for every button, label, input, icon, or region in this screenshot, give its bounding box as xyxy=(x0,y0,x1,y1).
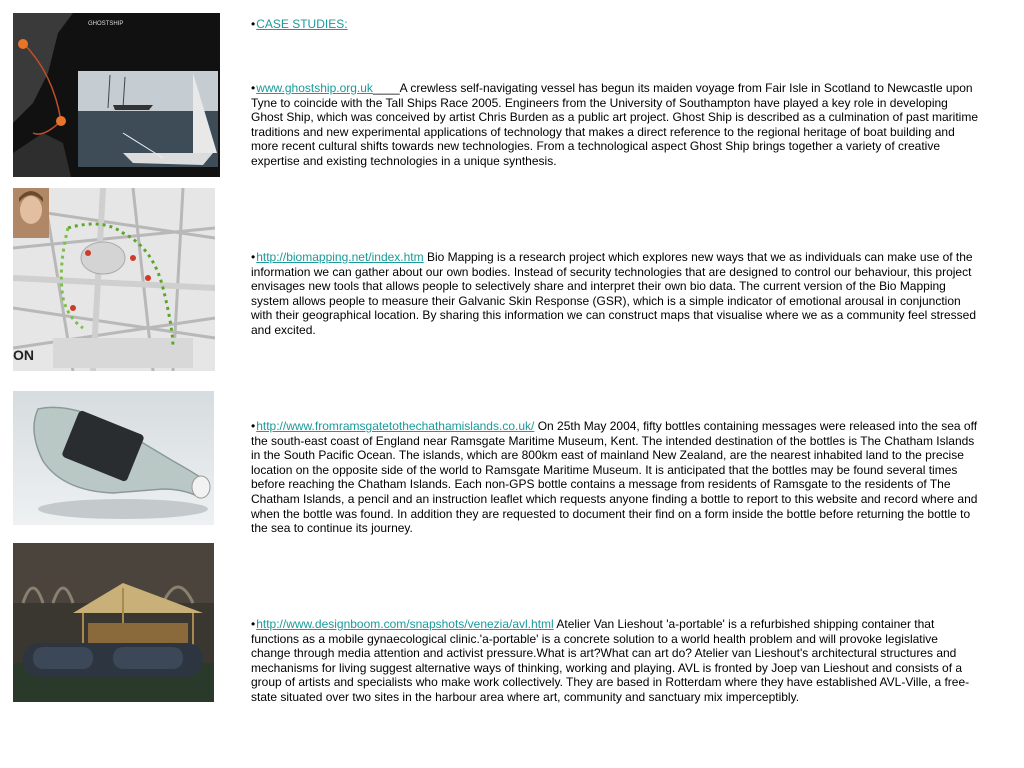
bullet: • xyxy=(251,17,256,31)
ghostship-link[interactable]: www.ghostship.org.uk xyxy=(256,81,373,95)
ghostship-logo-text: GHOSTSHIP xyxy=(88,21,124,27)
bullet: • xyxy=(251,250,256,264)
case-study-ramsgate xyxy=(251,419,979,536)
biomapping-link[interactable]: http://biomapping.net/index.htm xyxy=(256,250,424,264)
ramsgate-link[interactable]: http://www.fromramsgatetothechathamislands.co.uk/ xyxy=(256,419,535,433)
case-studies-header xyxy=(251,17,979,32)
case-study-biomapping xyxy=(251,250,979,338)
biomapping-description: Bio Mapping is a research project which explores new ways that we as individuals can make use of the information we can gather about our own bodies. Instead of security technologies that are designed to control our behaviour, this project envisages new tools that allows people to selectively share and interpret their own bio data. The current version of the Bio Mapping system allows people to measure their Galvanic Skin Response (GSR), which is a simple indicator of emotional arousal in conjunction with their geographical location. By sharing this information we can construct maps that visualise where we as a community feel stressed and excited. xyxy=(251,250,977,337)
designboom-link[interactable]: http://www.designboom.com/snapshots/venezia/avl.html xyxy=(256,617,554,631)
case-studies-link[interactable]: CASE STUDIES: xyxy=(256,17,348,31)
avl-description: Atelier Van Lieshout 'a-portable' is a refurbished shipping container that functions as a mobile gynaecological clinic.'a-portable' is a concrete solution to a world health problem and will provoke legislative change through media attention and activist pressure.What is art?What can art do? Atelier van Lieshout's architectural structures and mechanisms for living suggest alternative ways of thinking, working and playing. AVL is fronted by Joep van Lieshout and consists of a group of artists and specialists who make work collectively. They are based in Rotterdam where they have established AVL-Ville, a free-state situated over two sites in the harbour area where art, community and sanctuary mix imperceptibly. xyxy=(251,617,970,704)
bullet: • xyxy=(251,419,256,433)
ghostship-image xyxy=(13,13,220,177)
ramsgate-description: On 25th May 2004, fifty bottles containing messages were released into the sea off the south-east coast of England near Ramsgate Maritime Museum, Kent. The intended destination of the bottles is The Chatham Islands in the South Pacific Ocean. The islands, which are 800km east of mainland New Zealand, are the nearest inhabited land to the precise location on the opposite side of the world to Ramsgate Maritime Museum. It is anticipated that the bottles may be found several times before reaching the Chatham Islands. Each non-GPS bottle contains a message from residents of Ramsgate to the residents of The Chatham Islands, a pencil and an instruction leaflet which requests anyone finding a bottle to report to this website and record where and when the bottle was found. In addition they are requested to document their find on a form inside the bottle before returning the bottle to the sea to continue its journey. xyxy=(251,419,978,536)
bullet: • xyxy=(251,617,256,631)
link-spacer: ____ xyxy=(372,81,400,95)
bottle-image xyxy=(13,391,214,525)
case-study-avl xyxy=(251,617,979,705)
case-study-ghostship xyxy=(251,81,979,169)
biomapping-image xyxy=(13,188,215,371)
ghostship-description: A crewless self-navigating vessel has begun its maiden voyage from Fair Isle in Scotland to Newcastle upon Tyne to coincide with the Tall Ships Race 2005. Engineers from the University of Southampton have played a key role in developing Ghost Ship, which was conceived by artist Chris Burden as a public art project. Ghost Ship is described as a culmination of past maritime traditions and new experimental applications of technology that makes a direct reference to the regional heritage of boat building and more recent cultural shifts towards new technologies. From a technological aspect Ghost Ship brings together a variety of creative expertise and existing technologies in a unique synthesis. xyxy=(251,81,979,168)
map-label-text: ON xyxy=(13,347,34,363)
bullet: • xyxy=(251,81,256,95)
avl-portable-image xyxy=(13,543,214,702)
